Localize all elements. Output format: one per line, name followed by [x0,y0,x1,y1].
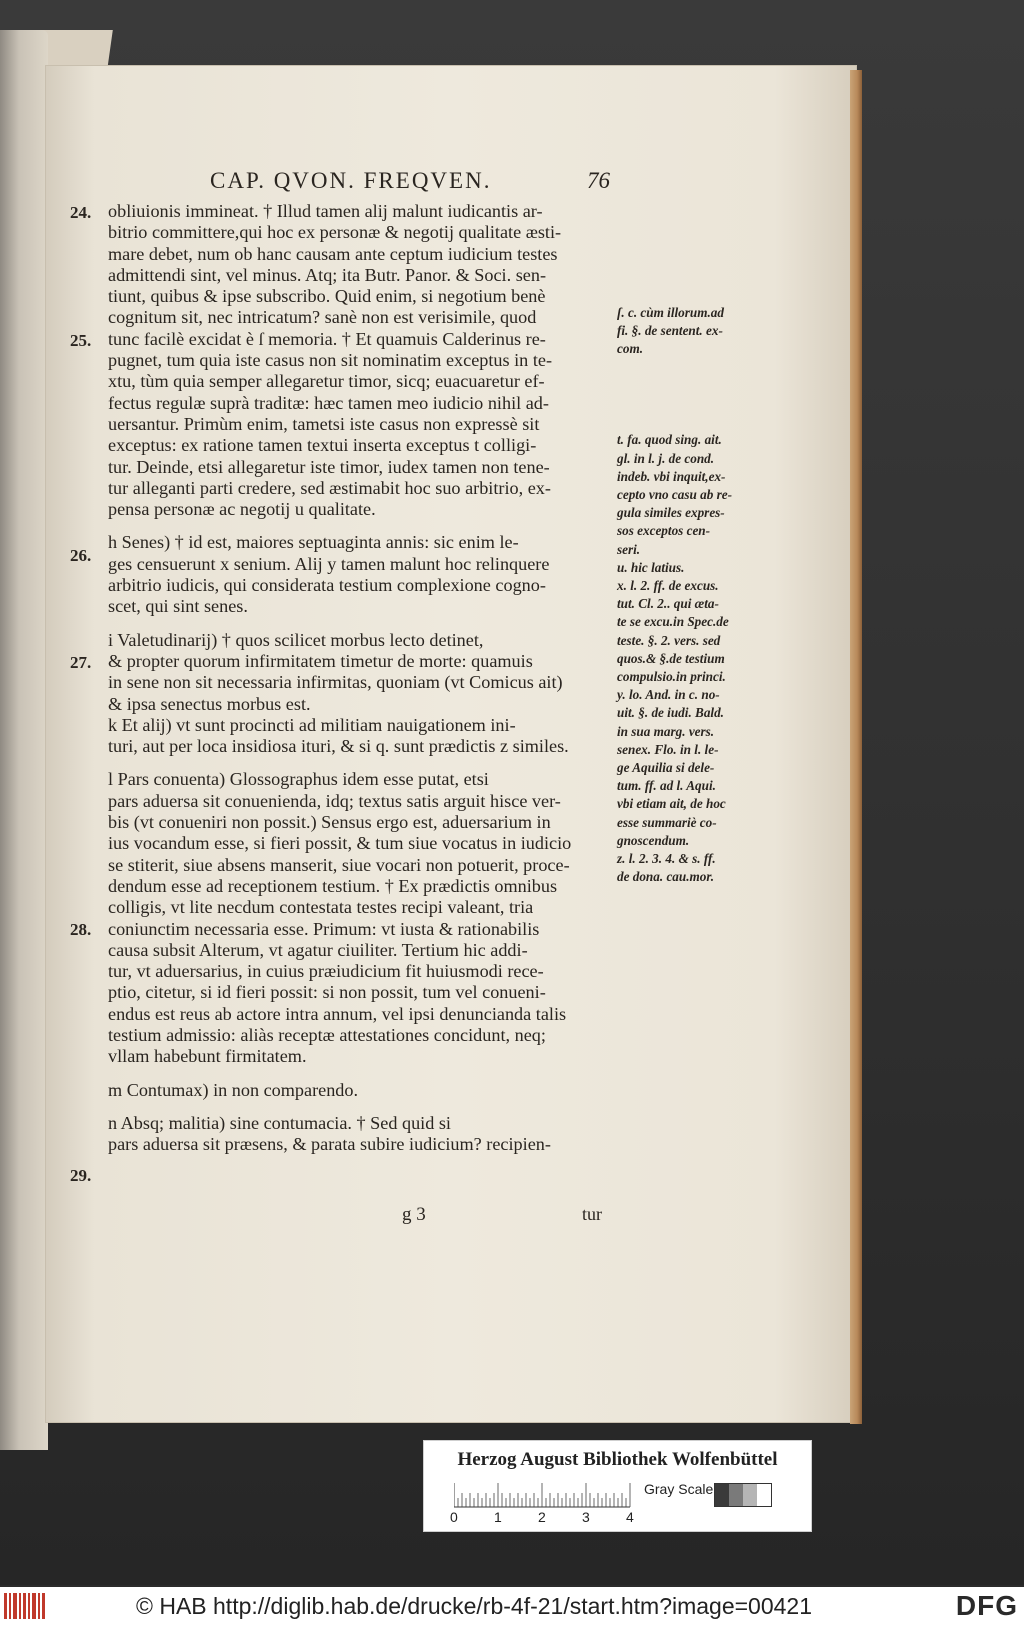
ruler-number: 0 [450,1509,458,1525]
marginal-note-line: uit. §. de iudi. Bald. [617,705,724,721]
facing-page [0,30,48,1450]
marginal-note-line: quos.& §.de testium [617,650,725,666]
marginal-note-line: x. l. 2. ff. de excus. [617,578,719,594]
text-line: tur, vt aduersarius, in cuius præiudicium fit huiusmodi rece- [108,961,544,982]
text-line: dendum esse ad receptionem testium. † Ex prædictis omnibus [108,875,558,896]
ruler-number: 4 [626,1509,634,1525]
text-line: bis (vt conueniri non possit.) Sensus ergo est, aduersarium in [108,812,551,833]
page-edge [850,70,862,1424]
paragraph-gap [108,1101,614,1113]
gray-scale-label: Gray Scale [644,1481,714,1497]
text-line: endus est reus ab actore intra annum, vel ipsi denuncianda talis [108,1003,567,1024]
text-line: n Absq; malitia) sine contumacia. † Sed quid si [108,1112,451,1133]
marginal-note-line: indeb. vbi inquit,ex- [617,468,726,484]
marginal-note-line: senex. Flo. in l. le- [617,741,719,757]
library-name: Herzog August Bibliothek Wolfenbüttel [457,1449,778,1470]
marginal-note-line: vbi etiam ait, de hoc [617,796,726,812]
margin-number: 28. [70,920,92,939]
text-line: h Senes) † id est, maiores septuaginta annis: sic enim le- [108,532,519,553]
text-line: arbitrio iudicis, qui considerata testium complexione cogno- [108,575,546,596]
text-line: exceptus: ex ratione tamen textui inserta exceptus t colligi- [108,435,537,456]
gray-step [757,1484,771,1506]
text-line: vllam habebunt firmitatem. [108,1046,307,1067]
marginal-note-line: sos exceptos cen- [617,523,711,539]
marginal-notes [617,304,749,887]
text-line: l Pars conuenta) Glossographus idem esse putat, etsi [108,769,489,790]
margin-number: 25. [70,331,92,350]
marginal-note-line: ge Aquilia si dele- [617,760,715,776]
text-line: m Contumax) in non comparendo. [108,1079,359,1100]
text-line: in sene non sit necessaria infirmitas, quoniam (vt Comicus ait) [108,672,563,693]
text-line: pugnet, tum quia iste casus non sit nominatim exceptus in te- [108,350,553,371]
text-line: & propter quorum infirmitatem timetur de morte: quamuis [108,650,533,671]
marginal-note-line: ſ. c. cùm illorum.ad [617,305,724,320]
text-line: obliuionis immineat. † Illud tamen alij malunt iudicantis ar- [108,201,543,221]
text-line: tiunt, quibus & ipse subscribo. Quid enim, si negotium benè [108,286,546,307]
marginal-note-line: z. l. 2. 3. 4. & s. ff. [617,851,716,867]
text-line: pensa personæ ac negotij u qualitate. [108,499,376,520]
text-line: testium admissio: aliàs receptæ attestationes concidunt, neq; [108,1024,546,1045]
text-line: colligis, vt lite necdum contestata testes recipi valeant, tria [108,897,534,918]
marginal-note-line: te se excu.in Spec.de [617,614,729,630]
running-head: CAP. QVON. FREQVEN. [210,168,492,193]
marginal-note-line: esse summariè co- [617,814,717,830]
marginal-note-line: tum. ff. ad l. Aqui. [617,778,716,794]
footer-credit: © HAB http://diglib.hab.de/drucke/rb-4f-21/start.htm?image=00421 [136,1593,813,1619]
marginal-note-line: y. lo. And. in c. no- [617,687,720,703]
text-line: fectus regulæ suprà traditæ: hæc tamen meo iudicio nihil ad- [108,392,549,413]
text-line: mare debet, num ob hanc causam ante ceptum iudicium testes [108,243,558,264]
text-line: admittendi sint, vel minus. Atq; ita Butr. Panor. & Soci. sen- [108,264,546,285]
gray-step [743,1484,757,1506]
paragraph-gap [108,618,614,630]
text-line: k Et alij) vt sunt procincti ad militiam nauigationem ini- [108,714,516,735]
ruler-number: 2 [538,1509,546,1525]
ruler-number: 1 [494,1509,502,1525]
marginal-note-line: gl. in l. j. de cond. [617,450,715,466]
barcode-logo-icon [4,1593,48,1619]
ruler-scale [454,1481,634,1511]
catchword: tur [582,1204,602,1224]
text-line: pars aduersa sit præsens, & parata subire iudicium? recipien- [108,1134,551,1155]
marginal-note-line: teste. §. 2. vers. sed [617,632,721,648]
text-line: scet, qui sint senes. [108,596,248,617]
text-line: xtu, tùm quia semper allegaretur timor, sicq; euacuaretur ef- [108,371,545,392]
footer-bar [0,1587,1024,1626]
text-line: pars aduersa sit conuenienda, idq; textus satis arguit hisce ver- [108,790,561,811]
marginal-note-line [617,377,749,395]
marginal-note-line: fi. §. de sentent. ex- [617,323,723,339]
text-line: & ipsa senectus morbus est. [108,693,311,714]
marginal-note-line: u. hic latius. [617,559,685,575]
gray-scale-swatch [714,1483,772,1507]
paragraph-gap [108,520,614,532]
margin-number: 26. [70,546,92,565]
text-line: tur alleganti parti credere, sed æstimabit hoc suo arbitrio, ex- [108,477,551,498]
dfg-logo: DFG [955,1590,1018,1621]
marginal-note-line: t. fa. quod sing. ait. [617,432,722,448]
text-line: coniunctim necessaria esse. Primum: vt iusta & rationabilis [108,918,540,939]
text-line: ius vocandum esse, si fieri possit, & tum siue vocatus in iudicio [108,833,572,854]
marginal-note-line: gnoscendum. [617,832,690,848]
paragraph-gap [108,757,614,769]
marginal-note-line: seri. [617,541,641,557]
text-line: i Valetudinarij) † quos scilicet morbus lecto detinet, [108,629,484,650]
marginal-note-line: in sua marg. vers. [617,723,715,739]
margin-number: 24. [70,203,92,222]
text-line: cognitum sit, nec intricatum? sanè non est verisimile, quod [108,307,537,328]
text-line: turi, aut per loca insidiosa ituri, & si q. sunt prædictis z similes. [108,736,569,757]
marginal-note-line [617,395,749,413]
text-line: tunc facilè excidat è ſ memoria. † Et quamuis Calderinus re- [108,328,546,349]
text-line: se stiterit, siue absens manserit, siue vocari non potuerit, proce- [108,854,570,875]
marginal-note-line [617,413,749,431]
paragraph-gap [108,1068,614,1080]
folio-number: 76 [587,168,610,193]
signature-mark: g 3 [402,1204,426,1225]
library-color-card [423,1440,812,1532]
marginal-note-line: cepto vno casu ab re- [617,487,733,503]
marginal-note-line: de dona. cau.mor. [617,869,715,885]
marginal-note-line: compulsio.in princi. [617,669,726,685]
main-text-block [108,201,614,1155]
ruler-number: 3 [582,1509,590,1525]
text-line: causa subsit Alterum, vt agatur ciuiliter. Tertium hic addi- [108,939,528,960]
marginal-note-line [617,359,749,377]
marginal-note-line: gula similes expres- [617,505,725,521]
margin-number: 27. [70,653,92,672]
gray-step [729,1484,743,1506]
text-line: uersantur. Primùm enim, tametsi iste casus non expressè sit [108,413,540,434]
text-line: ptio, citetur, si id fieri possit: si non possit, tum vel conueni- [108,982,546,1003]
marginal-note-line: com. [617,341,644,357]
marginal-note-line: tut. Cl. 2.. qui æta- [617,596,719,612]
margin-number: 29. [70,1166,92,1185]
text-line: ges censuerunt x senium. Alij y tamen malunt hoc relinquere [108,553,550,574]
gray-step [715,1484,729,1506]
text-line: bitrio committere,qui hoc ex personæ & negotij qualitate æsti- [108,222,562,243]
text-line: tur. Deinde, etsi allegaretur iste timor, iudex tamen non tene- [108,456,550,477]
